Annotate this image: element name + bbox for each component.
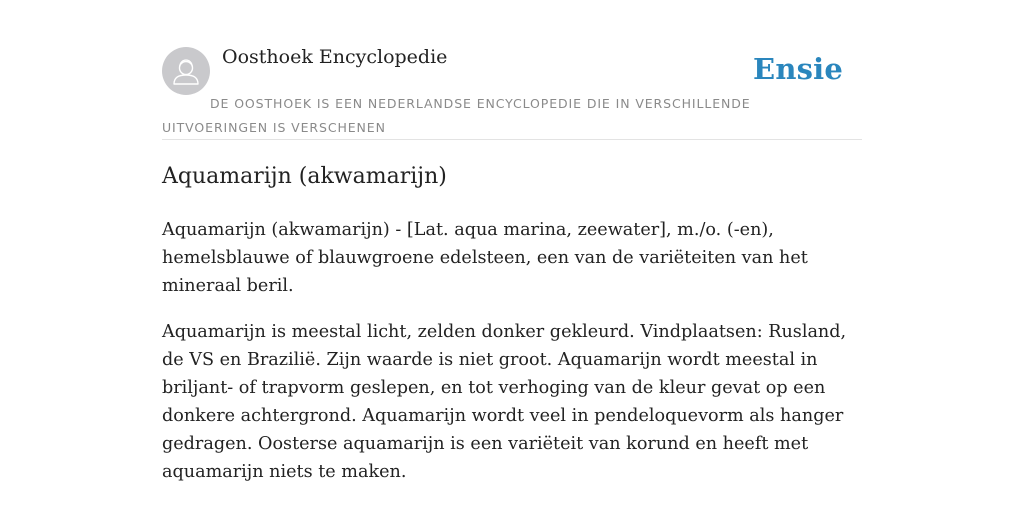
article-paragraph: Aquamarijn is meestal licht, zelden donker gekleurd. Vindplaatsen: Rusland, de VS en Brazilië. Zijn waarde is niet groot. Aquamarijn wordt meestal in briljant- of trapvorm geslepen, en tot verhoging van de kleur gevat op een donkere achtergrond. Aquamarijn wordt veel in pendeloquevorm als hanger gedragen. Oosterse aquamarijn is een variëteit van korund en heeft met aquamarijn niets te maken.: [162, 322, 847, 482]
source-tagline: DE OOSTHOEK IS EEN NEDERLANDSE ENCYCLOPEDIE DIE IN VERSCHILLENDE UITVOERINGEN IS VERSCHENEN: [162, 96, 751, 135]
user-silhouette-icon: [162, 47, 210, 95]
avatar[interactable]: [162, 47, 210, 95]
brand-logo[interactable]: Ensie: [753, 52, 843, 86]
source-header: [162, 44, 862, 140]
article-title: Aquamarijn (akwamarijn): [162, 164, 447, 189]
article-paragraph: Aquamarijn (akwamarijn) - [Lat. aqua marina, zeewater], m./o. (-en), hemelsblauwe of blauwgroene edelsteen, een van de variëteiten van het mineraal beril.: [162, 220, 808, 296]
source-name[interactable]: Oosthoek Encyclopedie: [222, 46, 448, 68]
article-body: [162, 216, 864, 504]
